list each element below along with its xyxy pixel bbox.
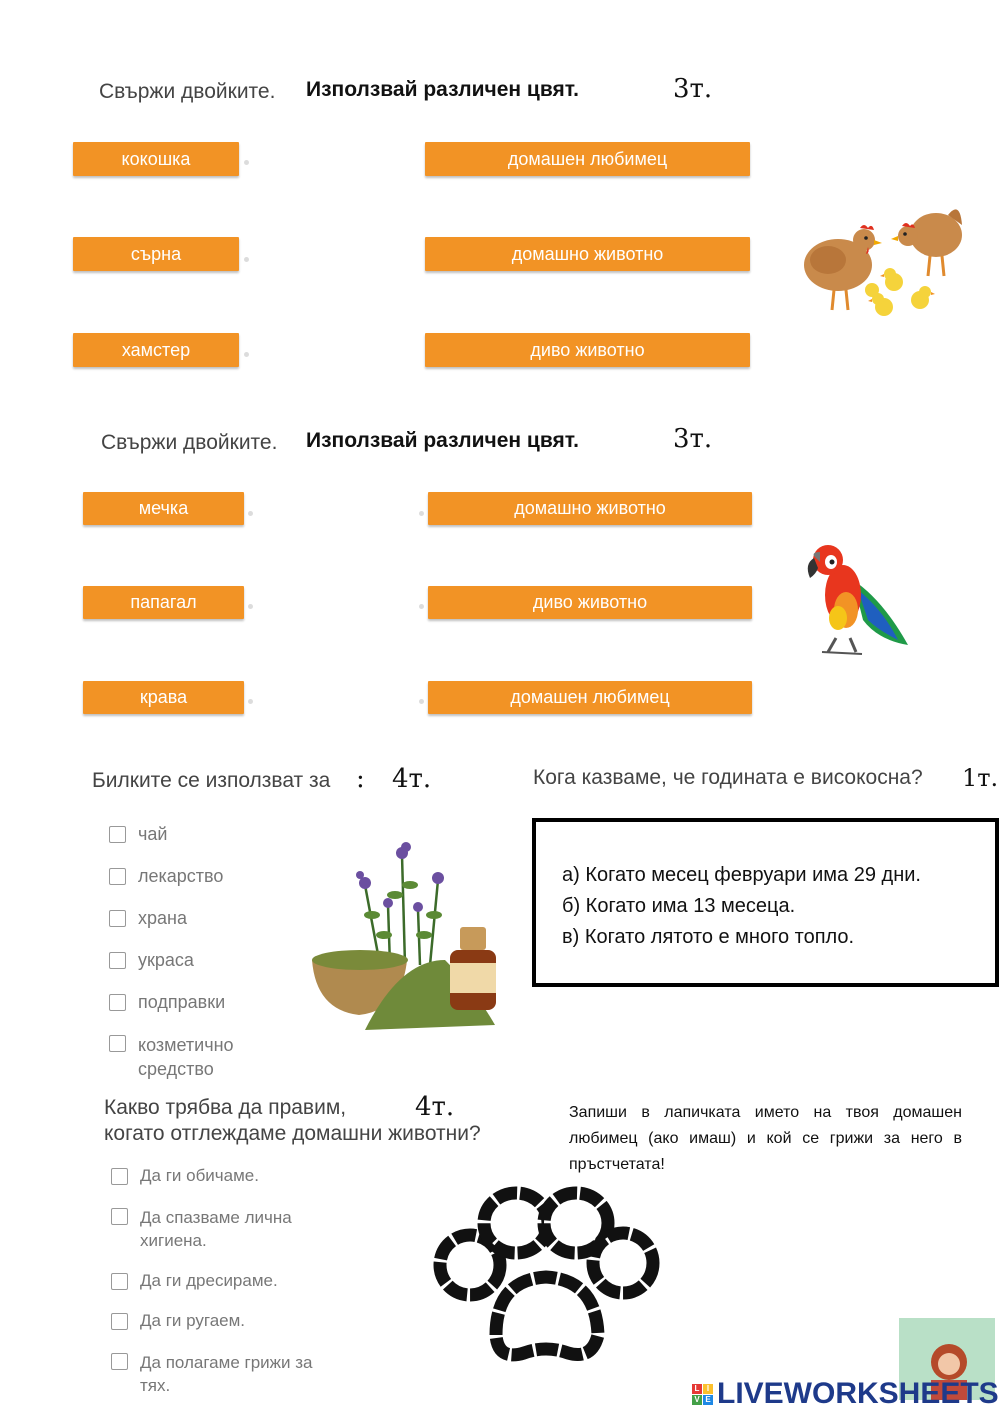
- section1-title: Свържи двойките.: [99, 80, 276, 103]
- liveworksheets-logo[interactable]: [692, 1377, 999, 1411]
- match-dot[interactable]: [244, 257, 249, 262]
- section2-instruction: Използвай различен цвят.: [306, 429, 579, 452]
- match-right-pet[interactable]: домашен любимец: [428, 681, 752, 714]
- match-dot[interactable]: [248, 604, 253, 609]
- chickens-illustration: [798, 190, 968, 325]
- logo-letter: L: [692, 1384, 702, 1394]
- match-dot[interactable]: [244, 352, 249, 357]
- herbs-illustration: [310, 835, 505, 1035]
- option-label: Да спазваме лична хигиена.: [140, 1208, 292, 1250]
- option-label: подправки: [138, 992, 226, 1012]
- option-label: Да полагаме грижи за тях.: [140, 1353, 313, 1395]
- leap-year-answer-a[interactable]: а) Когато месец февруари има 29 дни.: [562, 864, 921, 886]
- pets-care-question-line2: когато отглеждаме домашни животни?: [104, 1122, 481, 1145]
- checkbox[interactable]: [109, 910, 126, 927]
- match-right-domestic[interactable]: домашно животно: [428, 492, 752, 525]
- herbs-question: Билките се използват за: [92, 769, 331, 792]
- match-left-mechka[interactable]: мечка: [83, 492, 244, 525]
- option-label: лекарство: [138, 866, 224, 886]
- herbs-colon: :: [356, 764, 365, 794]
- match-dot[interactable]: [419, 511, 424, 516]
- match-right-domestic[interactable]: домашно животно: [425, 237, 750, 271]
- match-right-wild[interactable]: диво животно: [428, 586, 752, 619]
- logo-text: LIVEWORKSHEETS: [717, 1377, 999, 1410]
- paw-note: Запиши в лапичката името на твоя домашен любимец (ако имаш) и кой се грижи за него в пръстчетата!: [569, 1104, 962, 1173]
- option-label: козметично средство: [138, 1035, 234, 1079]
- herbs-option-tea[interactable]: [109, 824, 167, 845]
- herbs-option-medicine[interactable]: [109, 866, 223, 887]
- pets-care-points: 4т.: [415, 1092, 455, 1122]
- option-label: Да ги обичаме.: [140, 1166, 259, 1185]
- match-left-sarna[interactable]: сърна: [73, 237, 239, 271]
- match-right-wild[interactable]: диво животно: [425, 333, 750, 367]
- pets-option-train[interactable]: [111, 1271, 278, 1291]
- match-dot[interactable]: [419, 604, 424, 609]
- match-dot[interactable]: [244, 160, 249, 165]
- leap-year-answer-box: [532, 818, 999, 987]
- option-label: Да ги дресираме.: [140, 1271, 278, 1290]
- herbs-points: 4т.: [392, 764, 432, 794]
- leap-year-answer-b[interactable]: б) Когато има 13 месеца.: [562, 895, 796, 917]
- section2-points: 3т.: [673, 424, 713, 454]
- checkbox[interactable]: [109, 994, 126, 1011]
- logo-mark-icon: [692, 1384, 713, 1405]
- checkbox[interactable]: [111, 1353, 128, 1370]
- pets-option-care[interactable]: [111, 1351, 331, 1397]
- checkbox[interactable]: [111, 1313, 128, 1330]
- pets-care-question-line1: Какво трябва да правим,: [104, 1096, 347, 1119]
- checkbox[interactable]: [109, 1035, 126, 1052]
- option-label: Да ги ругаем.: [140, 1311, 246, 1330]
- logo-letter: V: [692, 1395, 702, 1405]
- checkbox[interactable]: [109, 868, 126, 885]
- option-label: украса: [138, 950, 194, 970]
- match-dot[interactable]: [248, 511, 253, 516]
- logo-letter: E: [703, 1395, 713, 1405]
- logo-letter: I: [703, 1384, 713, 1394]
- checkbox[interactable]: [111, 1273, 128, 1290]
- leap-year-answer-c[interactable]: в) Когато лятото е много топло.: [562, 926, 855, 948]
- leap-year-points: 1т.: [962, 764, 999, 792]
- herbs-option-food[interactable]: [109, 908, 187, 929]
- option-label: храна: [138, 908, 187, 928]
- pets-option-hygiene[interactable]: [111, 1206, 311, 1252]
- match-left-krava[interactable]: крава: [83, 681, 244, 714]
- checkbox[interactable]: [109, 952, 126, 969]
- pets-option-scold[interactable]: [111, 1311, 245, 1331]
- parrot-illustration: [798, 540, 913, 660]
- herbs-option-cosmetic[interactable]: [109, 1033, 259, 1081]
- match-dot[interactable]: [419, 699, 424, 704]
- section2-title: Свържи двойките.: [101, 431, 278, 454]
- paw-print-icon: [428, 1185, 663, 1370]
- checkbox[interactable]: [111, 1168, 128, 1185]
- checkbox[interactable]: [109, 826, 126, 843]
- herbs-option-decoration[interactable]: [109, 950, 194, 971]
- herbs-option-spices[interactable]: [109, 992, 225, 1013]
- option-label: чай: [138, 824, 168, 844]
- section1-points: 3т.: [673, 74, 713, 104]
- pets-option-love[interactable]: [111, 1166, 259, 1186]
- match-left-hamster[interactable]: хамстер: [73, 333, 239, 367]
- match-right-pet[interactable]: домашен любимец: [425, 142, 750, 176]
- checkbox[interactable]: [111, 1208, 128, 1225]
- match-dot[interactable]: [248, 699, 253, 704]
- leap-year-question: Кога казваме, че годината е високосна?: [533, 766, 923, 789]
- match-left-kokoshka[interactable]: кокошка: [73, 142, 239, 176]
- section1-instruction: Използвай различен цвят.: [306, 78, 579, 101]
- match-left-papagal[interactable]: папагал: [83, 586, 244, 619]
